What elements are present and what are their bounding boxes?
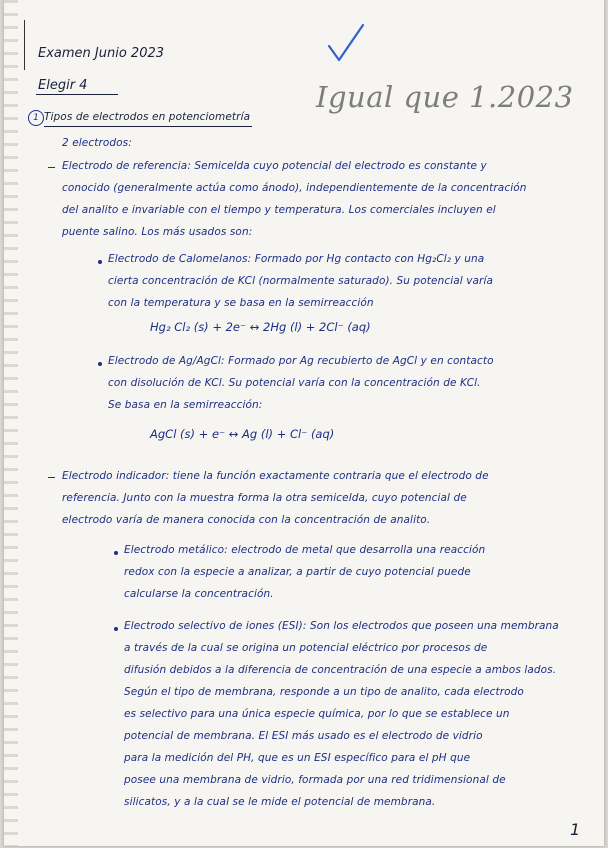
- calomelanos-line-1: Electrodo de Calomelanos: Formado por Hg contacto con Hg₂Cl₂ y una: [108, 253, 485, 265]
- indicador-line-2: referencia. Junto con la muestra forma la otra semicelda, cuyo potencial de: [62, 492, 467, 504]
- referencia-line-3: del analito e invariable con el tiempo y temperatura. Los comerciales incluyen el: [62, 204, 496, 216]
- indicador-line-3: electrodo varía de manera conocida con la concentración de analito.: [62, 514, 431, 526]
- bullet-metalico: [114, 551, 118, 555]
- esi-line-8: posee una membrana de vidrio, formada por una red tridimensional de: [124, 774, 506, 786]
- section-title-underline: [44, 126, 252, 127]
- calomelanos-equation: Hg₂ Cl₂ (s) + 2e⁻ ↔ 2Hg (l) + 2Cl⁻ (aq): [150, 320, 371, 334]
- agcl-equation: AgCl (s) + e⁻ ↔ Ag (l) + Cl⁻ (aq): [150, 427, 335, 441]
- bullet-agcl: [98, 362, 102, 366]
- referencia-line-4: puente salino. Los más usados son:: [62, 226, 253, 238]
- metalico-line-3: calcularse la concentración.: [124, 588, 274, 600]
- agcl-line-1: Electrodo de Ag/AgCl: Formado por Ag recubierto de AgCl y en contacto: [108, 355, 494, 367]
- esi-line-3: difusión debidos a la diferencia de concentración de una especie a ambos lados.: [124, 664, 557, 676]
- checkmark-icon: [326, 22, 366, 66]
- esi-line-4: Según el tipo de membrana, responde a un tipo de analito, cada electrodo: [124, 686, 524, 698]
- esi-line-5: es selectivo para una única especie química, por lo que se establece un: [124, 708, 510, 720]
- spiral-binding: [4, 0, 18, 846]
- dash-indicador: [48, 477, 55, 478]
- referencia-line-2: conocido (generalmente actúa como ánodo), independientemente de la concentración: [62, 182, 527, 194]
- esi-line-1: Electrodo selectivo de iones (ESI): Son los electrodos que poseen una membrana: [124, 620, 559, 632]
- calomelanos-line-2: cierta concentración de KCl (normalmente saturado). Su potencial varía: [108, 275, 494, 287]
- referencia-line-1: Electrodo de referencia: Semicelda cuyo potencial del electrodo es constante y: [62, 160, 487, 172]
- intro-text: 2 electrodos:: [62, 137, 132, 149]
- margin-mark: [24, 20, 25, 70]
- esi-line-7: para la medición del PH, que es un ESI específico para el pH que: [124, 752, 471, 764]
- page-number: 1: [570, 820, 581, 839]
- elegir-label: Elegir 4: [38, 78, 88, 93]
- section-title: Tipos de electrodos en potenciometría: [44, 111, 251, 123]
- agcl-line-2: con disolución de KCl. Su potencial varía con la concentración de KCl.: [108, 377, 481, 389]
- indicador-line-1: Electrodo indicador: tiene la función exactamente contraria que el electrodo de: [62, 470, 489, 482]
- pencil-note: Igual que 1.2023: [316, 80, 574, 114]
- metalico-line-2: redox con la especie a analizar, a partir de cuyo potencial puede: [124, 566, 471, 578]
- metalico-line-1: Electrodo metálico: electrodo de metal que desarrolla una reacción: [124, 544, 486, 556]
- bullet-esi: [114, 627, 118, 631]
- esi-line-9: silicatos, y a la cual se le mide el potencial de membrana.: [124, 796, 436, 808]
- esi-line-6: potencial de membrana. El ESI más usado es el electrodo de vidrio: [124, 730, 483, 742]
- notebook-page: [4, 0, 604, 846]
- dash-referencia: [48, 167, 55, 168]
- bullet-calomelanos: [98, 260, 102, 264]
- section-number: 1: [28, 110, 44, 126]
- exam-title: Examen Junio 2023: [38, 46, 165, 61]
- calomelanos-line-3: con la temperatura y se basa en la semirreacción: [108, 297, 374, 309]
- agcl-line-3: Se basa en la semirreacción:: [108, 399, 263, 411]
- elegir-underline: [36, 94, 118, 95]
- esi-line-2: a través de la cual se origina un potencial eléctrico por procesos de: [124, 642, 488, 654]
